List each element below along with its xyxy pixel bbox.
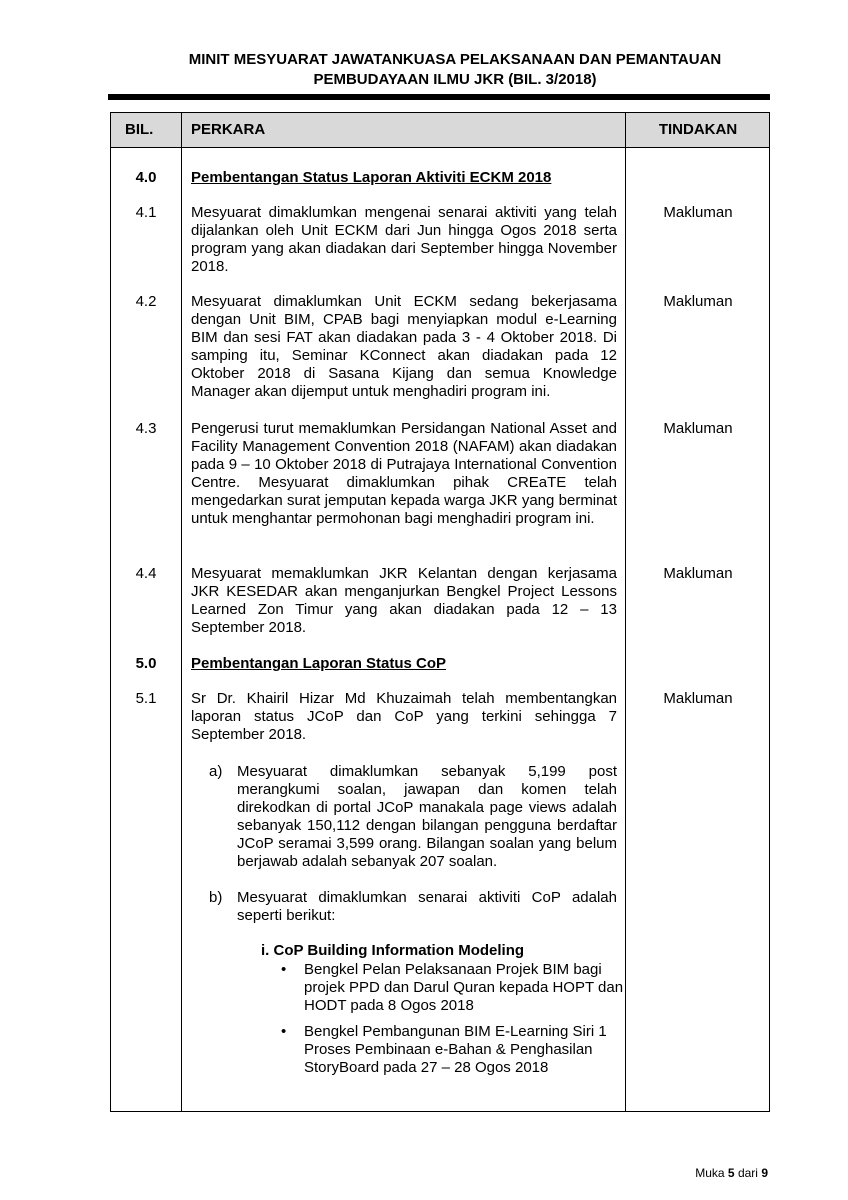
bullet-icon: • (281, 1023, 287, 1040)
item-text: Mesyuarat memaklumkan JKR Kelantan dengan kerjasama JKR KESEDAR akan menganjurkan Bengkel Project Lessons Learned Zon Timur yang akan diadakan pada 12 – 13 September 2018. (191, 565, 617, 636)
column-divider-1 (181, 113, 182, 1111)
header-line-2: PEMBUDAYAAN ILMU JKR (BIL. 3/2018) (313, 71, 597, 88)
header-bil: BIL. (125, 121, 154, 138)
column-divider-2 (625, 113, 626, 1111)
bullet-text: Bengkel Pembangunan BIM E-Learning Siri 1 Proses Pembinaan e-Bahan & Penghasilan StoryBoard pada 27 – 28 Ogos 2018 (304, 1023, 607, 1076)
item-text: Pengerusi turut memaklumkan Persidangan National Asset and Facility Management Convention 2018 (NAFAM) akan diadakan pada 9 – 10 Oktober 2018 di Putrajaya International Convention Centre. Mesyuarat dimaklumkan pihak CREaTE telah mengedarkan surat jemputan kepada warga JKR yang berminat untuk menghantar permohonan bagi menghadiri program ini. (191, 420, 617, 527)
sub-item-label: b) (209, 889, 223, 906)
item-number: 4.3 (135, 420, 157, 437)
section-title: Pembentangan Status Laporan Aktiviti ECKM 2018 (191, 169, 552, 186)
item-text: Sr Dr. Khairil Hizar Md Khuzaimah telah membentangkan laporan status JCoP dan CoP yang terkini sehingga 7 September 2018. (191, 690, 617, 743)
item-number: 4.2 (135, 293, 157, 310)
item-number: 4.4 (135, 565, 157, 582)
sub-heading: i. CoP Building Information Modeling (261, 942, 525, 959)
bullet-text: Bengkel Pelan Pelaksanaan Projek BIM bagi projek PPD dan Darul Quran kepada HOPT dan HODT pada 8 Ogos 2018 (304, 961, 624, 1014)
item-number: 5.1 (135, 690, 157, 707)
document-header (120, 50, 790, 90)
bullet-icon: • (281, 961, 287, 978)
item-text: Mesyuarat dimaklumkan mengenai senarai aktiviti yang telah dijalankan oleh Unit ECKM dari Jun hingga Ogos 2018 serta program yang akan diadakan dari September hingga November 2018. (191, 204, 617, 275)
sub-item-label: a) (209, 763, 223, 780)
section-title: Pembentangan Laporan Status CoP (191, 655, 447, 672)
sub-item-text: Mesyuarat dimaklumkan sebanyak 5,199 post merangkumi soalan, jawapan dan komen telah direkodkan di portal JCoP manakala page views adalah sebanyak 150,112 dengan bilangan pengguna berdaftar JCoP seramai 3,599 orang. Bilangan soalan yang belum berjawab adalah sebanyak 207 soalan. (237, 763, 617, 870)
section-number: 4.0 (135, 169, 157, 186)
footer-prefix: Muka (695, 1166, 725, 1180)
item-text: Mesyuarat dimaklumkan Unit ECKM sedang bekerjasama dengan Unit BIM, CPAB bagi menyiapkan modul e-Learning BIM dan sesi FAT akan diadakan pada 3 - 4 Oktober 2018. Di samping itu, Seminar KConnect akan diadakan pada 12 Oktober 2018 di Sasana Kijang dan semua Knowledge Manager akan dijemput untuk menghadiri program ini. (191, 293, 617, 400)
item-action: Makluman (663, 420, 733, 437)
header-line-1: MINIT MESYUARAT JAWATANKUASA PELAKSANAAN DAN PEMANTAUAN (188, 51, 722, 68)
minutes-table (110, 112, 770, 1112)
page-footer (695, 1166, 768, 1180)
item-action: Makluman (663, 690, 733, 707)
header-rule (108, 94, 770, 100)
header-perkara: PERKARA (191, 121, 266, 138)
item-action: Makluman (663, 293, 733, 310)
footer-mid: dari (737, 1166, 758, 1180)
footer-page-number: 5 (727, 1166, 735, 1180)
item-action: Makluman (663, 204, 733, 221)
footer-total-pages: 9 (761, 1166, 768, 1180)
sub-item-text: Mesyuarat dimaklumkan senarai aktiviti CoP adalah seperti berikut: (237, 889, 617, 924)
item-number: 4.1 (135, 204, 157, 221)
section-number: 5.0 (135, 655, 157, 672)
item-action: Makluman (663, 565, 733, 582)
header-tindakan: TINDAKAN (658, 121, 738, 138)
